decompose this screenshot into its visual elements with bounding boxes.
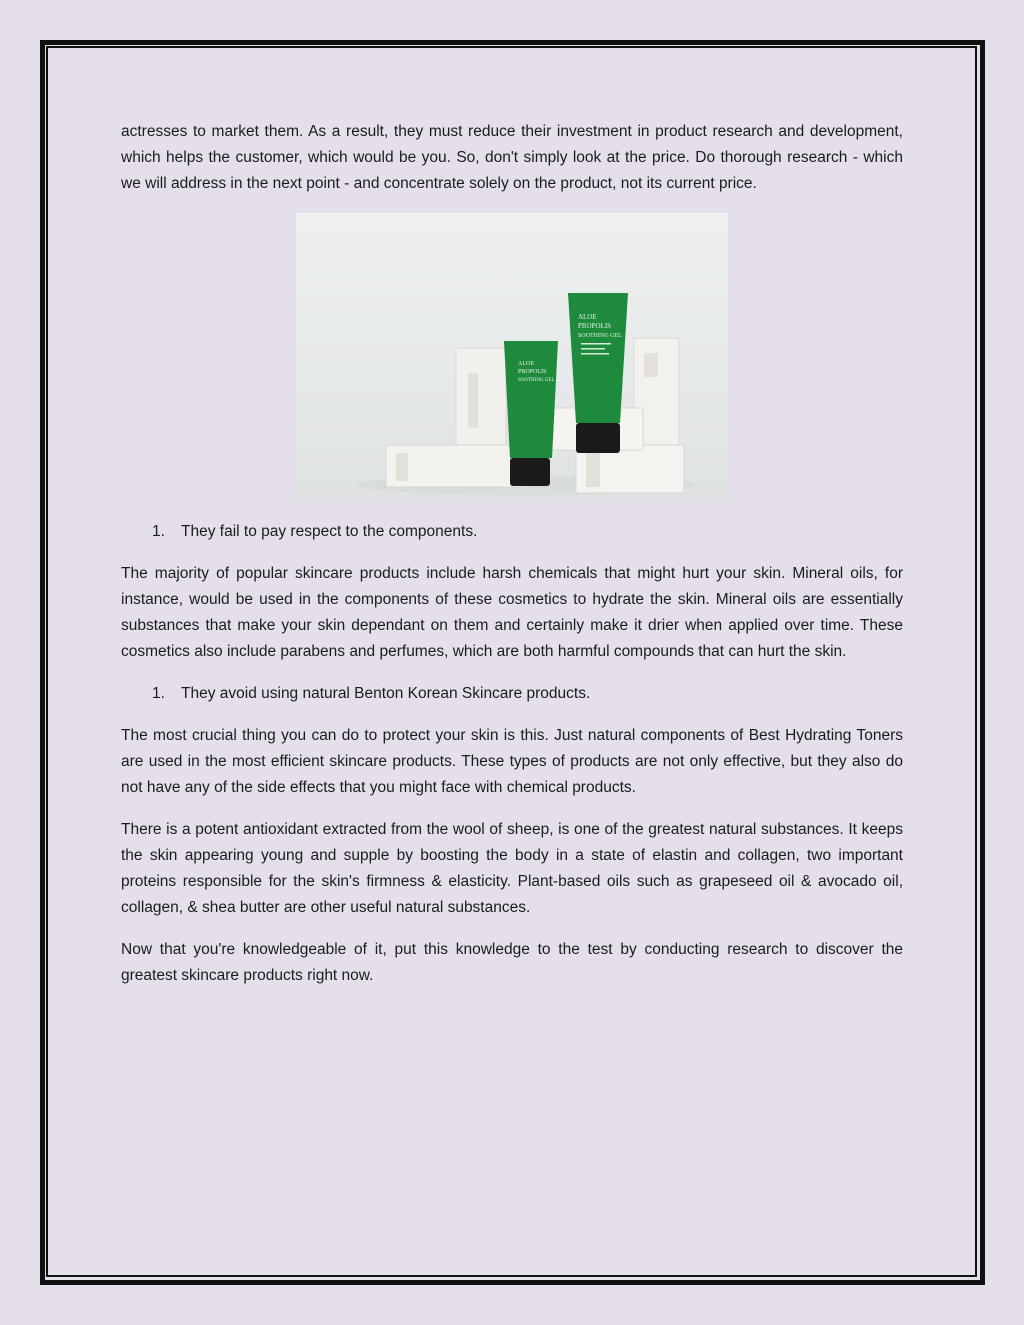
document-body [121,119,903,1005]
list-number: 1. [152,523,165,540]
list-text: They avoid using natural Benton Korean Skincare products. [181,685,591,702]
list-item-natural-products [121,681,903,707]
skincare-products-illustration [296,213,728,501]
tube-left-label-3: SOOTHING GEL [518,378,555,383]
list-item-components [121,519,903,545]
tube-right-label-3: SOOTHING GEL [578,333,622,339]
paragraph-natural-components: The most crucial thing you can do to protect your skin is this. Just natural components of Best Hydrating Toners are used in the most efficient skincare products. These types of products are not only effective, but they also do not have any of the side effects that you might face with chemical products. [121,727,903,796]
paragraph-intro: actresses to market them. As a result, they must reduce their investment in product research and development, which helps the customer, which would be you. So, don't simply look at the price. Do thorough research - which we will address in the next point - and concentrate solely on the product, not its current price. [121,123,903,192]
paragraph-harsh-chemicals: The majority of popular skincare products include harsh chemicals that might hurt your skin. Mineral oils, for instance, would be used in the components of these cosmetics to hydrate the skin. Mineral oils are essentially substances that make your skin dependant on them and certainly make it drier when applied over time. These cosmetics also include parabens and perfumes, which are both harmful compounds that can hurt the skin. [121,565,903,660]
list-text: They fail to pay respect to the components. [181,523,478,540]
tube-left-label-1: ALOE [518,361,534,367]
product-image [296,213,728,501]
tube-right-label-2: PROPOLIS [578,322,612,330]
list-number: 1. [152,685,165,702]
paragraph-conclusion: Now that you're knowledgeable of it, put this knowledge to the test by conducting research to discover the greatest skincare products right now. [121,941,903,984]
tube-right-label-1: ALOE [578,313,597,321]
tube-left-label-2: PROPOLIS [518,369,547,375]
paragraph-antioxidant: There is a potent antioxidant extracted from the wool of sheep, is one of the greatest natural substances. It keeps the skin appearing young and supple by boosting the body in a state of elastin and collagen, two important proteins responsible for the skin's firmness & elasticity. Plant-based oils such as grapeseed oil & avocado oil, collagen, & shea butter are other useful natural substances. [121,821,903,916]
